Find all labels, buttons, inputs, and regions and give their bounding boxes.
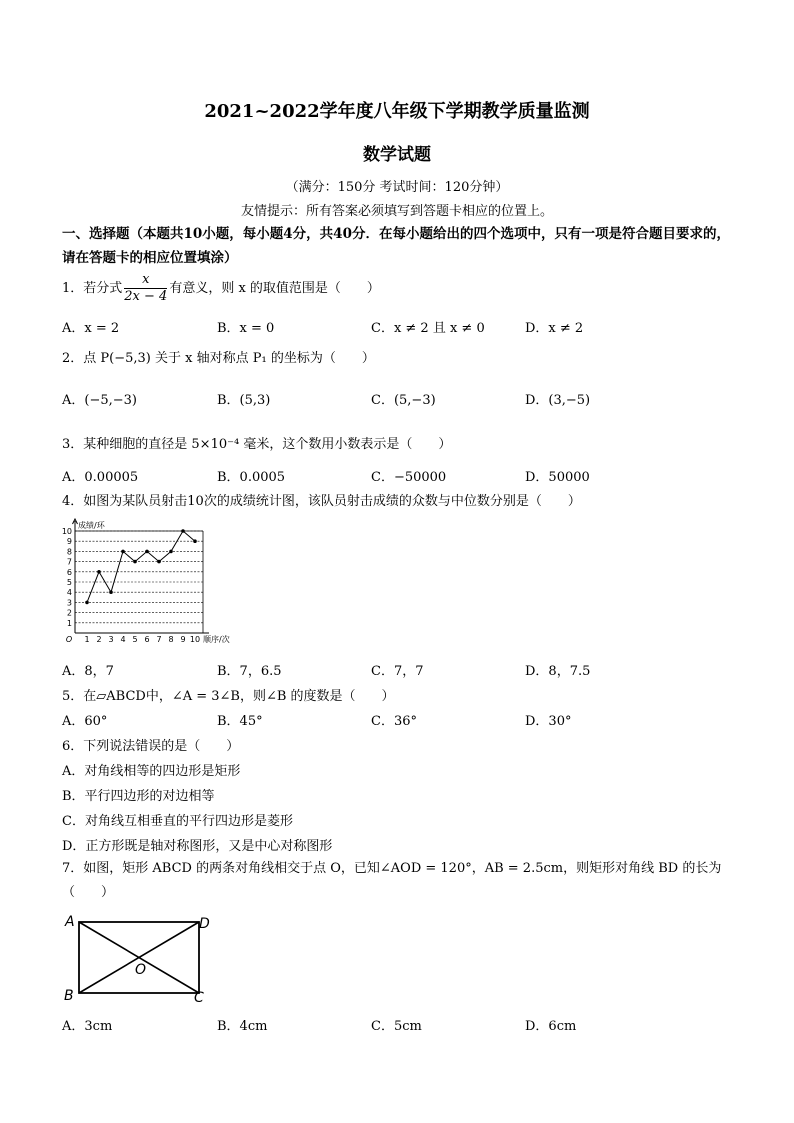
chart-x-tick-label: 1 bbox=[84, 635, 90, 644]
q2-option-d: D．(3,−5) bbox=[525, 393, 591, 408]
label-b: B bbox=[64, 988, 74, 1004]
q6-option-c: C．对角线互相垂直的平行四边形是菱形 bbox=[62, 814, 293, 829]
chart-point bbox=[109, 590, 113, 594]
chart-y-tick-label: 9 bbox=[66, 537, 72, 547]
q5-option-a: A．60° bbox=[62, 714, 108, 729]
question-1 bbox=[62, 272, 380, 305]
chart-y-tick-label: 3 bbox=[66, 598, 72, 608]
q5-option-c: C．36° bbox=[371, 714, 417, 729]
label-o: O bbox=[135, 962, 147, 978]
chart-point bbox=[85, 601, 89, 605]
q6-option-d: D．正方形既是轴对称图形，又是中心对称图形 bbox=[62, 839, 333, 854]
chart-point bbox=[169, 550, 173, 554]
question-7: 7．如图，矩形 ABCD 的两条对角线相交于点 O，已知∠AOD = 120°，AB = 2.5cm，则矩形对角线 BD 的长为（ ） bbox=[62, 861, 722, 900]
q2-option-c: C．(5,−3) bbox=[371, 393, 436, 408]
chart-x-tick-label: O bbox=[65, 635, 73, 644]
label-a: A bbox=[65, 914, 75, 930]
chart-y-tick-label: 8 bbox=[66, 547, 72, 557]
label-d: D bbox=[199, 916, 210, 932]
q2-option-a: A．(−5,−3) bbox=[62, 393, 137, 408]
chart-point bbox=[97, 570, 101, 574]
chart-x-tick-label: 6 bbox=[144, 635, 150, 644]
chart-y-tick-label: 5 bbox=[66, 578, 72, 587]
chart-series-line bbox=[87, 531, 195, 602]
section-heading: 一、选择题（本题共10小题，每小题4分，共40分．在每小题给出的四个选项中，只有一项是符合题目要求的，请在答题卡的相应位置填涂） bbox=[62, 226, 730, 266]
chart-y-tick-label: 10 bbox=[62, 527, 72, 536]
q1-fraction bbox=[124, 272, 167, 305]
chart-x-tick-label: 2 bbox=[96, 635, 102, 644]
chart-points bbox=[85, 529, 197, 604]
q7-rectangle-figure bbox=[60, 908, 220, 1008]
chart-series-path bbox=[87, 531, 195, 602]
chart-x-axis-label: 顺序/次 bbox=[203, 635, 230, 644]
q3-option-b: B．0.0005 bbox=[217, 470, 286, 485]
q1-frac-num: x bbox=[124, 272, 167, 289]
q4-option-a: A．8，7 bbox=[62, 664, 114, 679]
label-c: C bbox=[194, 990, 204, 1006]
q6-option-b: B．平行四边形的对边相等 bbox=[62, 789, 215, 804]
q1-option-c: C．x ≠ 2 且 x ≠ 0 bbox=[371, 321, 485, 336]
chart-point bbox=[181, 529, 185, 533]
chart-point bbox=[121, 550, 125, 554]
q1-frac-den: 2x − 4 bbox=[124, 289, 168, 304]
q4-option-d: D．8，7.5 bbox=[525, 664, 591, 679]
page-title: 2021~2022学年度八年级下学期教学质量监测 bbox=[204, 101, 590, 122]
q3-option-d: D．50000 bbox=[525, 470, 590, 485]
chart-y-tick-label: 6 bbox=[66, 567, 72, 577]
q2-option-b: B．(5,3) bbox=[217, 393, 271, 408]
question-5: 5．在▱ABCD中，∠A = 3∠B，则∠B 的度数是（ ） bbox=[62, 689, 395, 704]
q1-prefix: 1．若分式 bbox=[62, 281, 123, 296]
q5-option-d: D．30° bbox=[525, 714, 572, 729]
chart-x-tick-label: 7 bbox=[156, 635, 162, 644]
chart-x-tick-label: 8 bbox=[168, 635, 174, 644]
chart-point bbox=[157, 560, 161, 564]
q1-option-d: D．x ≠ 2 bbox=[525, 321, 584, 336]
chart-x-tick-label: 4 bbox=[120, 635, 126, 644]
chart-y-axis-label: 成绩/环 bbox=[78, 521, 105, 530]
q1-option-b: B．x = 0 bbox=[217, 321, 275, 336]
page-subtitle: 数学试题 bbox=[363, 145, 431, 165]
q7-option-b: B．4cm bbox=[217, 1019, 268, 1034]
q3-option-c: C．−50000 bbox=[371, 470, 447, 485]
chart-x-tick-label: 3 bbox=[108, 635, 114, 644]
q1-option-a: A．x = 2 bbox=[62, 321, 120, 336]
q3-option-a: A．0.00005 bbox=[62, 470, 139, 485]
q4-line-chart bbox=[62, 518, 242, 648]
chart-x-tick-label: 9 bbox=[180, 635, 186, 644]
chart-point bbox=[133, 560, 137, 564]
chart-y-tick-label: 4 bbox=[66, 588, 72, 598]
q5-option-b: B．45° bbox=[217, 714, 263, 729]
q6-option-a: A．对角线相等的四边形是矩形 bbox=[62, 764, 241, 779]
exam-tip: 友情提示：所有答案必须填写到答题卡相应的位置上。 bbox=[240, 204, 553, 219]
chart-y-tick-label: 7 bbox=[66, 557, 72, 567]
q4-option-c: C．7，7 bbox=[371, 664, 424, 679]
q7-option-a: A．3cm bbox=[62, 1019, 113, 1034]
chart-point bbox=[145, 550, 149, 554]
q7-option-c: C．5cm bbox=[371, 1019, 422, 1034]
chart-point bbox=[193, 539, 197, 543]
question-3: 3．某种细胞的直径是 5×10⁻⁴ 毫米，这个数用小数表示是（ ） bbox=[62, 437, 452, 452]
exam-info: （满分：150分 考试时间：120分钟） bbox=[285, 180, 509, 195]
chart-ticks bbox=[62, 527, 200, 644]
chart-x-tick-label: 5 bbox=[132, 635, 138, 644]
chart-y-tick-label: 2 bbox=[66, 608, 72, 618]
q4-option-b: B．7，6.5 bbox=[217, 664, 282, 679]
question-2: 2．点 P(−5,3) 关于 x 轴对称点 P₁ 的坐标为（ ） bbox=[62, 351, 375, 366]
chart-x-tick-label: 10 bbox=[189, 635, 201, 644]
question-6: 6．下列说法错误的是（ ） bbox=[62, 739, 240, 754]
q1-suffix: 有意义，则 x 的取值范围是（ ） bbox=[169, 281, 380, 296]
chart-grid bbox=[75, 531, 203, 633]
q7-option-d: D．6cm bbox=[525, 1019, 577, 1034]
question-4: 4．如图为某队员射击10次的成绩统计图，该队员射击成绩的众数与中位数分别是（ ） bbox=[62, 494, 581, 509]
chart-y-tick-label: 1 bbox=[66, 618, 72, 628]
